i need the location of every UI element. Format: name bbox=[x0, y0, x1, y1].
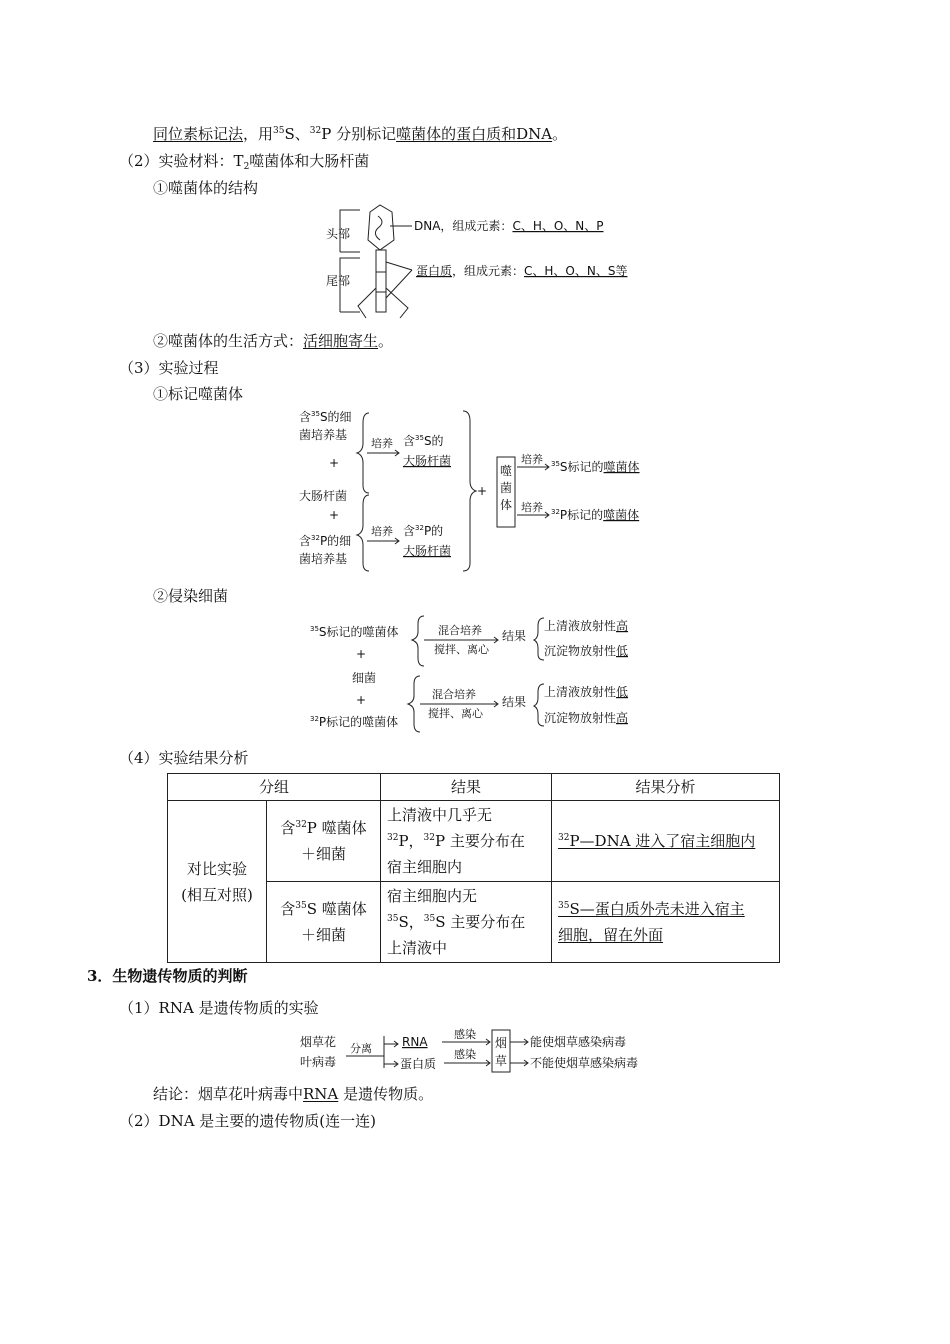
phage-head-shape bbox=[368, 205, 394, 250]
svg-text:菌培养基: 菌培养基 bbox=[299, 428, 348, 442]
intro-line: 同位素标记法，用$^{35}$S、$^{32}$P 分别标记噬菌体的蛋白质和DNA。 bbox=[153, 125, 568, 143]
svg-text:沉淀物放射性低: 沉淀物放射性低 bbox=[544, 644, 629, 658]
svg-text:大肠杆菌: 大肠杆菌 bbox=[403, 544, 452, 558]
svg-text:+: + bbox=[356, 693, 367, 707]
svg-text:培养: 培养 bbox=[521, 501, 543, 514]
svg-text:+: + bbox=[329, 456, 340, 470]
infection-diagram bbox=[308, 610, 648, 740]
svg-text:感染: 感染 bbox=[454, 1028, 476, 1041]
svg-text:搅拌、离心: 搅拌、离心 bbox=[434, 643, 489, 656]
svg-text:含35S的: 含$^{35}$S的 bbox=[403, 434, 444, 448]
svg-text:大肠杆菌: 大肠杆菌 bbox=[299, 489, 348, 503]
svg-text:混合培养: 混合培养 bbox=[438, 624, 482, 637]
mark-title: ①标记噬菌体 bbox=[153, 385, 244, 403]
process-label: （3）实验过程 bbox=[119, 359, 219, 377]
svg-text:RNA: RNA bbox=[402, 1035, 428, 1049]
svg-text:混合培养: 混合培养 bbox=[432, 688, 476, 701]
dna-composition: DNA，组成元素：C、H、O、N、P bbox=[414, 219, 604, 233]
protein-composition: 蛋白质，组成元素：C、H、O、N、S等 bbox=[416, 264, 628, 278]
tail-label: 尾部 bbox=[326, 274, 351, 288]
result-table bbox=[167, 773, 780, 963]
svg-text:+: + bbox=[356, 647, 367, 661]
svg-text:含35S的细: 含$^{35}$S的细 bbox=[299, 410, 352, 424]
svg-text:含32P的细: 含$^{32}$P的细 bbox=[299, 534, 352, 548]
svg-text:烟: 烟 bbox=[495, 1036, 508, 1050]
dna-main-label: （2）DNA 是主要的遗传物质(连一连) bbox=[119, 1112, 377, 1130]
svg-text:菌培养基: 菌培养基 bbox=[299, 552, 348, 566]
svg-text:搅拌、离心: 搅拌、离心 bbox=[428, 707, 483, 720]
svg-text:蛋白质: 蛋白质 bbox=[400, 1057, 437, 1071]
svg-text:叶病毒: 叶病毒 bbox=[300, 1055, 337, 1069]
labeling-diagram bbox=[295, 405, 665, 575]
svg-text:+: + bbox=[477, 484, 488, 498]
svg-text:草: 草 bbox=[495, 1054, 508, 1068]
svg-text:上清液放射性低: 上清液放射性低 bbox=[544, 685, 629, 699]
svg-text:分离: 分离 bbox=[350, 1042, 372, 1055]
svg-text:培养: 培养 bbox=[371, 525, 393, 538]
head-label: 头部 bbox=[326, 227, 351, 241]
svg-text:感染: 感染 bbox=[454, 1048, 476, 1061]
rna-experiment-label: （1）RNA 是遗传物质的实验 bbox=[119, 999, 319, 1017]
svg-text:噬: 噬 bbox=[500, 464, 513, 478]
section3-title: 3．生物遗传物质的判断 bbox=[87, 967, 248, 985]
conclusion-line: 结论：烟草花叶病毒中RNA 是遗传物质。 bbox=[153, 1085, 434, 1103]
rna-experiment-diagram bbox=[298, 1026, 658, 1076]
svg-text:培养: 培养 bbox=[521, 453, 543, 466]
svg-text:大肠杆菌: 大肠杆菌 bbox=[403, 454, 452, 468]
svg-text:能使烟草感染病毒: 能使烟草感染病毒 bbox=[530, 1035, 627, 1049]
life-style-line: ②噬菌体的生活方式：活细胞寄生。 bbox=[153, 332, 394, 350]
table-header-row: 分组 结果 结果分析 bbox=[168, 774, 780, 801]
svg-text:32P标记的噬菌体: $^{32}$P标记的噬菌体 bbox=[310, 715, 399, 729]
infect-title: ②侵染细菌 bbox=[153, 587, 229, 605]
svg-text:体: 体 bbox=[500, 498, 513, 512]
svg-text:35S标记的噬菌体: $^{35}$S标记的噬菌体 bbox=[551, 460, 640, 474]
svg-text:菌: 菌 bbox=[500, 481, 513, 495]
svg-text:+: + bbox=[329, 508, 340, 522]
table-row: 含$^{35}$S 噬菌体 ＋细菌 宿主细胞内无 $^{35}$S，$^{35}$S 主要分布在 上清液中 $^{35}$S—蛋白质外壳未进入宿主 细胞，留在外面 bbox=[168, 882, 780, 963]
table-row: 对比实验 (相互对照) 含$^{32}$P 噬菌体 ＋细菌 上清液中几乎无 $^{32}$P，$^{32}$P 主要分布在 宿主细胞内 $^{32}$P—DNA 进入了宿主细胞内 bbox=[168, 801, 780, 882]
svg-text:沉淀物放射性高: 沉淀物放射性高 bbox=[544, 711, 629, 725]
svg-text:32P标记的噬菌体: $^{32}$P标记的噬菌体 bbox=[551, 508, 640, 522]
svg-text:上清液放射性高: 上清液放射性高 bbox=[544, 619, 629, 633]
svg-text:培养: 培养 bbox=[371, 437, 393, 450]
svg-text:含32P的: 含$^{32}$P的 bbox=[403, 524, 444, 538]
svg-text:结果: 结果 bbox=[502, 695, 527, 709]
svg-text:不能使烟草感染病毒: 不能使烟草感染病毒 bbox=[530, 1056, 639, 1070]
svg-text:结果: 结果 bbox=[502, 629, 527, 643]
svg-text:细菌: 细菌 bbox=[352, 671, 377, 685]
svg-text:烟草花: 烟草花 bbox=[300, 1035, 337, 1049]
phage-structure-diagram bbox=[320, 202, 640, 322]
materials-line: （2）实验材料：$T_2$噬菌体和大肠杆菌 bbox=[119, 152, 370, 172]
svg-text:35S标记的噬菌体: $^{35}$S标记的噬菌体 bbox=[310, 625, 399, 639]
analysis-label: （4）实验结果分析 bbox=[119, 749, 249, 767]
structure-title: ①噬菌体的结构 bbox=[153, 179, 259, 197]
phage-tail-shape bbox=[376, 250, 386, 312]
